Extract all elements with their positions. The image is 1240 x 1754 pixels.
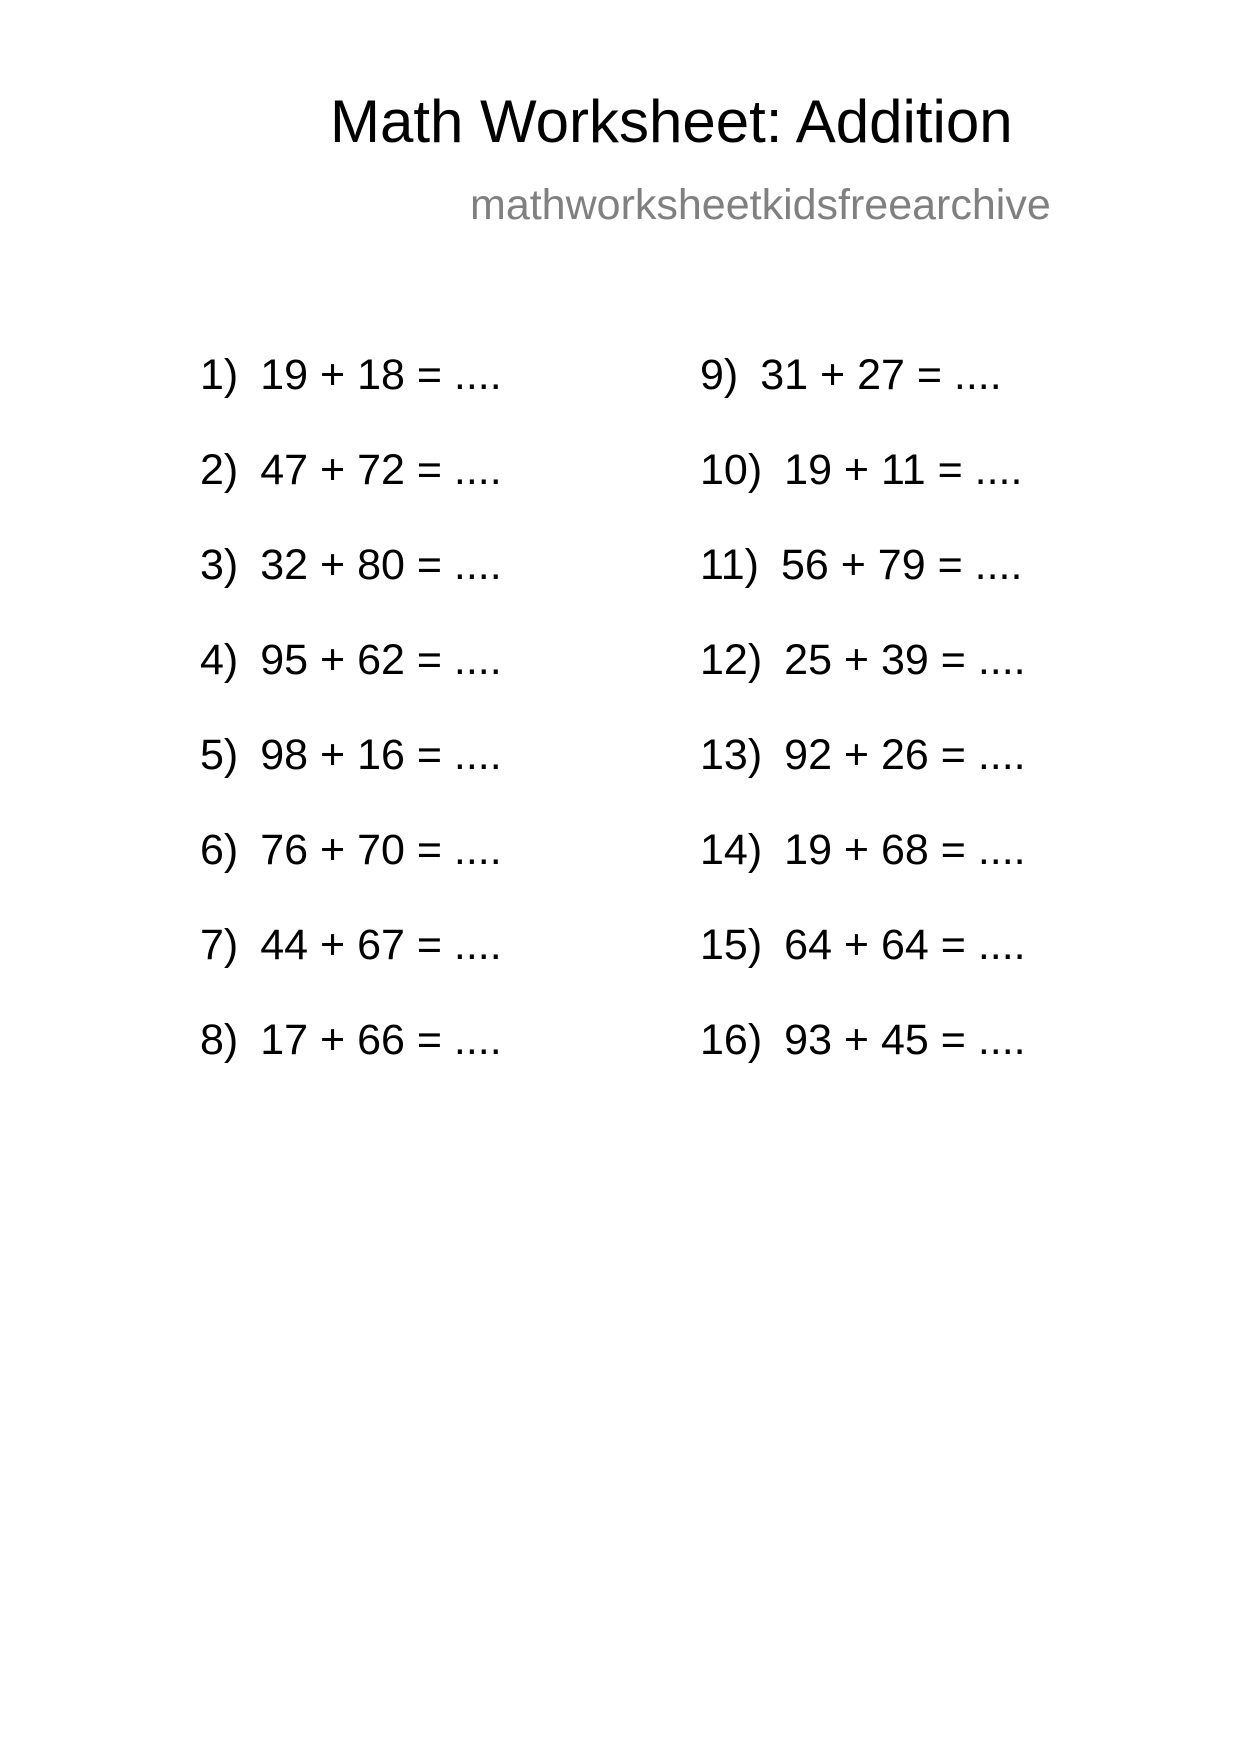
problem-expression: 19 + 11 = .... — [784, 446, 1023, 494]
problem-item — [700, 725, 1026, 820]
problem-expression: 19 + 18 = .... — [260, 351, 502, 399]
page-subtitle: mathworksheetkidsfreearchive — [470, 181, 1051, 229]
problem-expression: 76 + 70 = .... — [260, 826, 502, 874]
problem-number: 2) — [200, 446, 239, 494]
problem-expression: 64 + 64 = .... — [784, 921, 1026, 969]
problem-item — [700, 535, 1026, 630]
problem-number: 7) — [200, 921, 239, 969]
problem-number: 16) — [700, 1016, 763, 1064]
problem-item — [200, 915, 502, 1010]
problem-item — [700, 440, 1026, 535]
problem-item — [200, 345, 502, 440]
problem-number: 14) — [700, 826, 763, 874]
problem-expression: 56 + 79 = .... — [780, 541, 1023, 589]
problem-item — [200, 725, 502, 820]
problem-expression: 31 + 27 = .... — [760, 351, 1002, 399]
problem-item — [700, 630, 1026, 725]
problem-item — [700, 915, 1026, 1010]
problem-number: 1) — [200, 351, 239, 399]
problem-expression: 93 + 45 = .... — [784, 1016, 1026, 1064]
problem-number: 11) — [700, 541, 759, 589]
problem-number: 8) — [200, 1016, 239, 1064]
problem-expression: 44 + 67 = .... — [260, 921, 502, 969]
problem-item — [200, 820, 502, 915]
problem-item — [700, 820, 1026, 915]
problem-item — [700, 345, 1026, 440]
problem-expression: 25 + 39 = .... — [784, 636, 1026, 684]
problem-number: 10) — [700, 446, 763, 494]
problem-number: 13) — [700, 731, 763, 779]
problem-number: 6) — [200, 826, 239, 874]
problem-number: 12) — [700, 636, 763, 684]
problem-item — [200, 535, 502, 630]
problem-expression: 17 + 66 = .... — [260, 1016, 502, 1064]
problem-number: 15) — [700, 921, 763, 969]
problem-number: 5) — [200, 731, 239, 779]
problem-number: 4) — [200, 636, 239, 684]
problem-expression: 32 + 80 = .... — [260, 541, 502, 589]
page-title: Math Worksheet: Addition — [330, 88, 1013, 155]
problem-expression: 95 + 62 = .... — [260, 636, 502, 684]
problem-number: 9) — [700, 351, 739, 399]
problem-column-right — [700, 345, 1026, 1105]
problem-column-left — [200, 345, 502, 1105]
problem-item — [200, 1010, 502, 1105]
problem-item — [200, 630, 502, 725]
problem-number: 3) — [200, 541, 239, 589]
problem-expression: 19 + 68 = .... — [784, 826, 1026, 874]
problem-item — [700, 1010, 1026, 1105]
problem-item — [200, 440, 502, 535]
problem-expression: 98 + 16 = .... — [260, 731, 502, 779]
problem-expression: 92 + 26 = .... — [784, 731, 1026, 779]
problem-expression: 47 + 72 = .... — [260, 446, 502, 494]
